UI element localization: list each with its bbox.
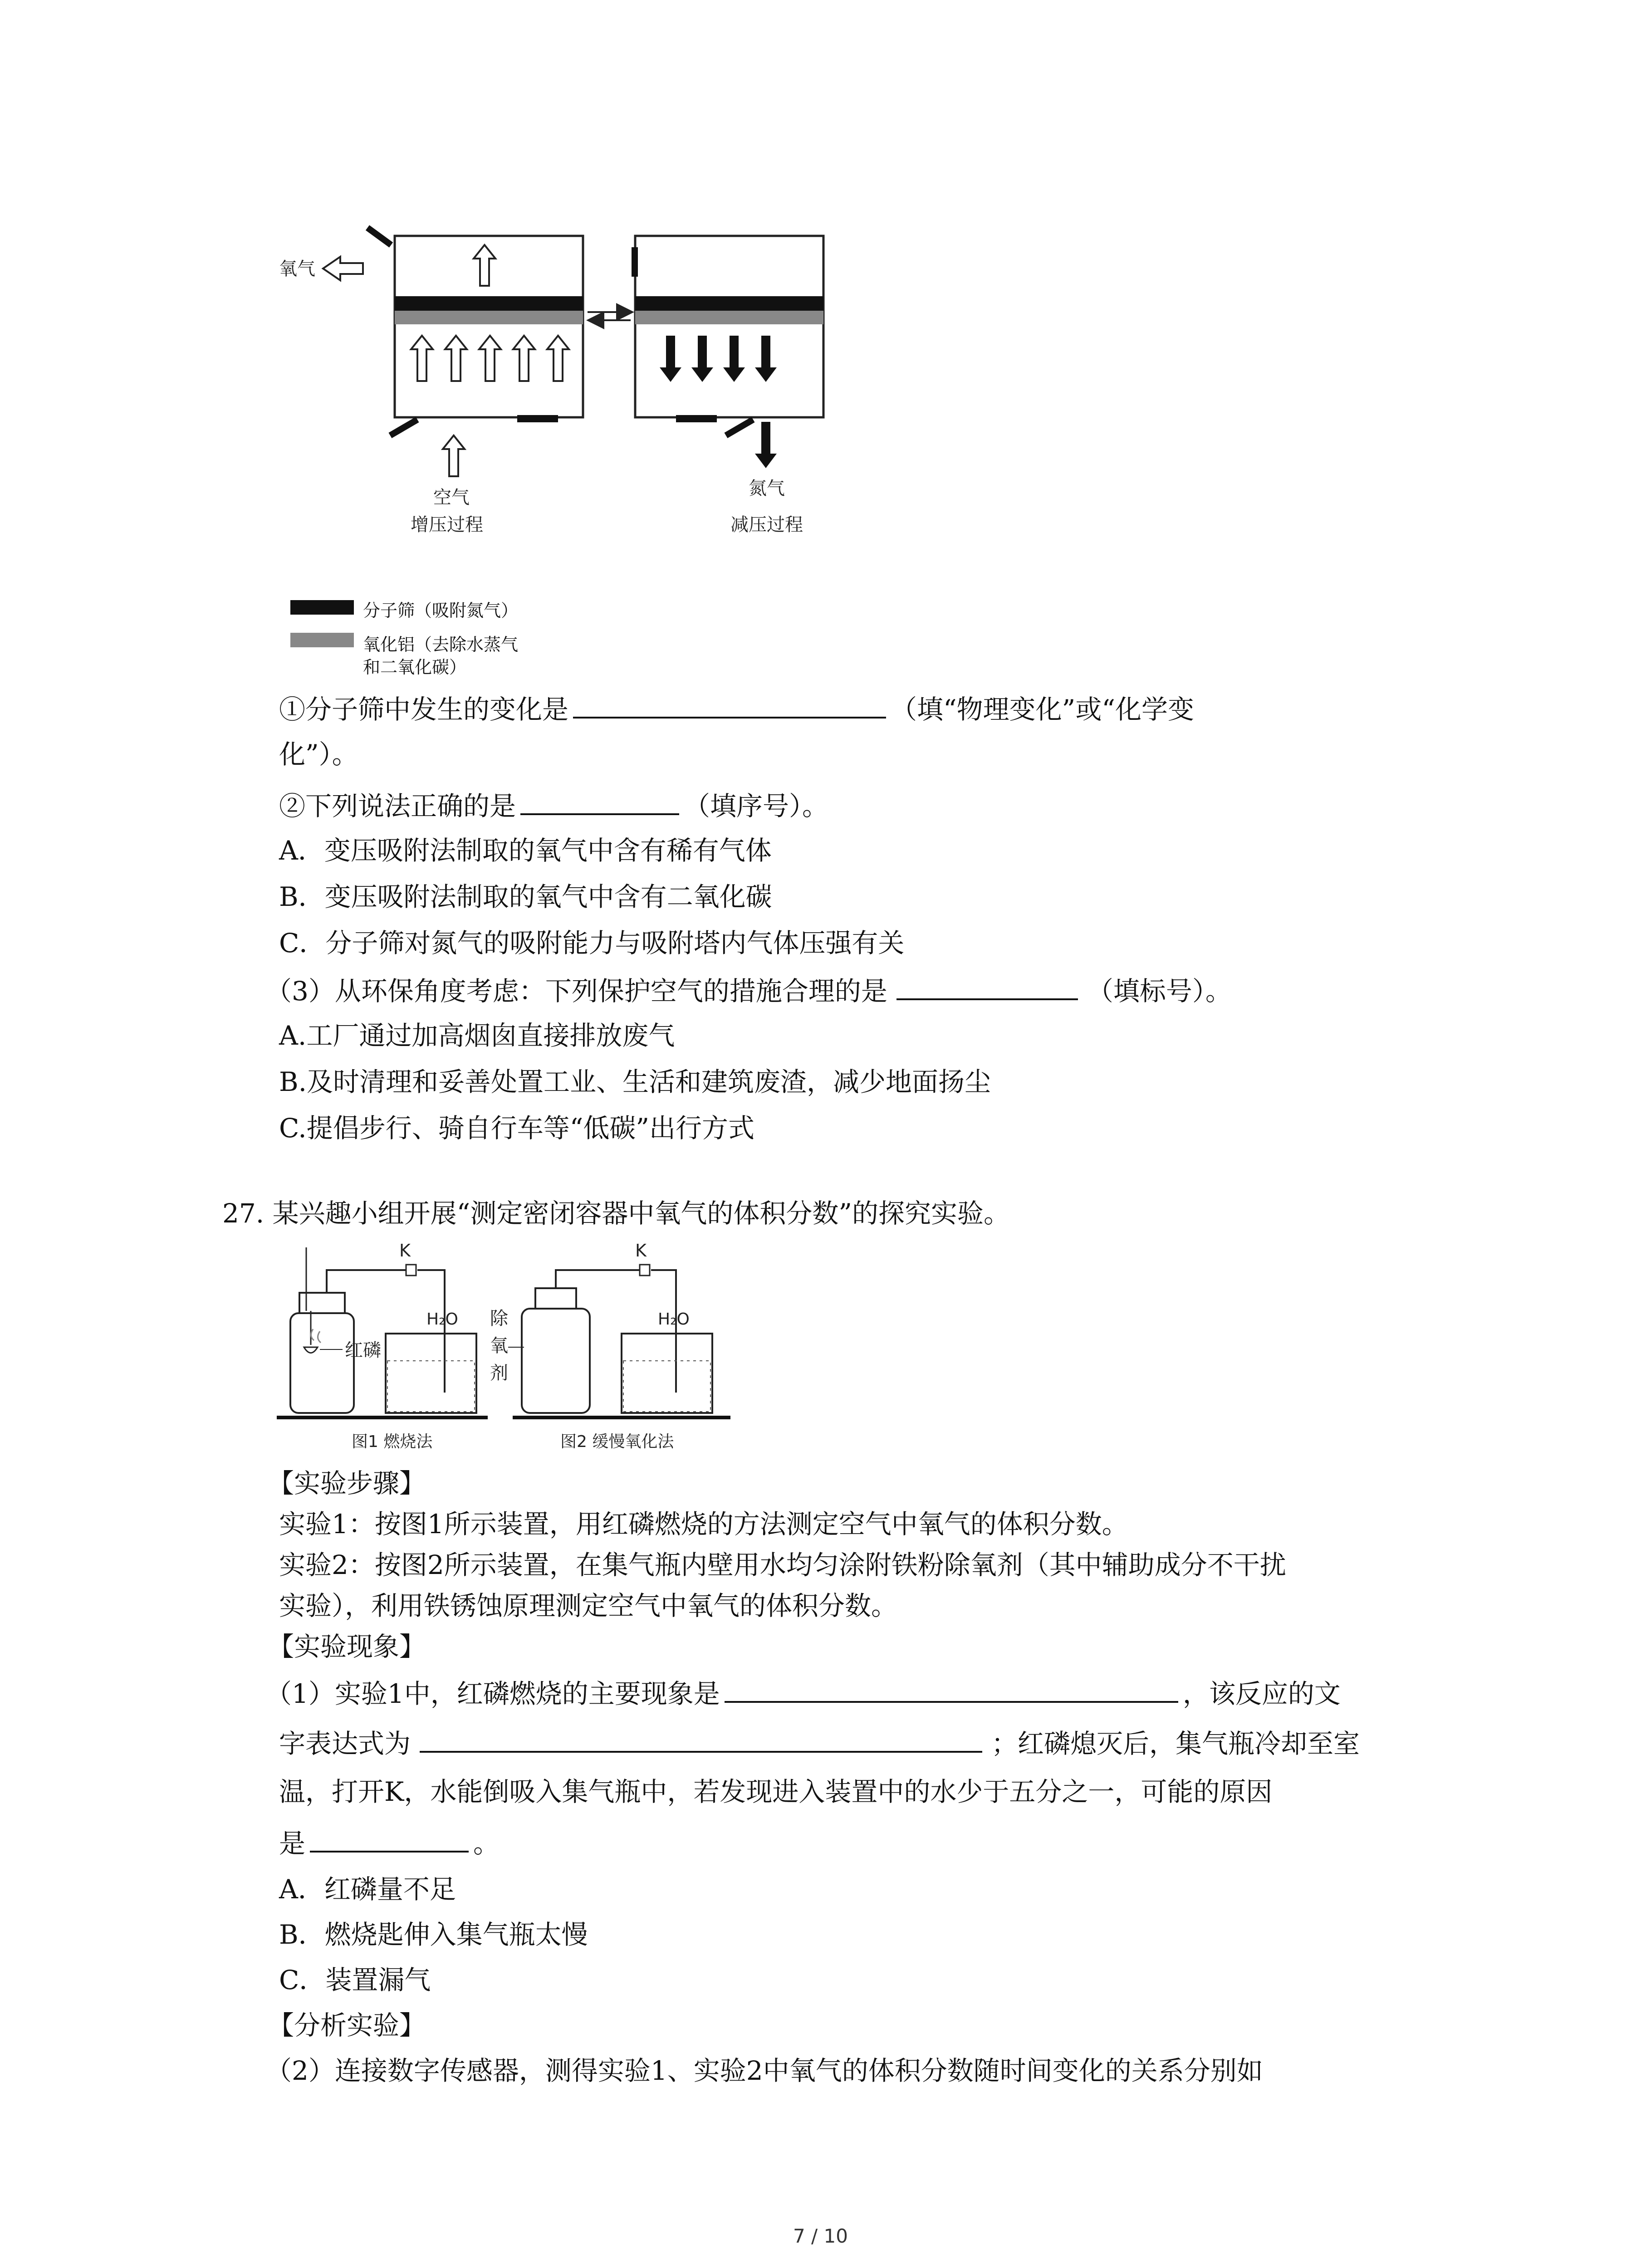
experiment-2-text-1: 实验2：按图2所示装置，在集气瓶内壁用水均匀涂附铁粉除氧剂（其中辅助成分不干扰 xyxy=(279,1549,1286,1580)
phenomenon-heading: 【实验现象】 xyxy=(268,1631,426,1662)
q27-sub1-line1: （1）实验1中，红磷燃烧的主要现象是 ，该反应的文 xyxy=(265,1674,1341,1712)
red-phosphorus-label: 红磷 xyxy=(345,1340,381,1361)
nitrogen-label: 氮气 xyxy=(749,478,785,499)
experiment-steps-heading: 【实验步骤】 xyxy=(268,1468,426,1499)
answer-blank-2[interactable] xyxy=(520,786,679,815)
q27-option-b: B．燃烧匙伸入集气瓶太慢 xyxy=(279,1919,588,1950)
air-label: 空气 xyxy=(433,487,470,508)
water-label-2: H₂O xyxy=(658,1310,690,1329)
answer-blank-6[interactable] xyxy=(310,1823,469,1853)
q26-item1-cont: 化”）。 xyxy=(279,739,358,770)
answer-blank-4[interactable] xyxy=(725,1674,1178,1703)
legend-sieve-label: 分子筛（吸附氮气） xyxy=(363,601,519,621)
valve-k-label-2: K xyxy=(635,1243,647,1261)
deoxidizer-label-1: 除 xyxy=(490,1308,508,1329)
q26-sub3-option-b: B.及时清理和妥善处置工业、生活和建筑废渣，减少地面扬尘 xyxy=(279,1066,991,1097)
q26-sub3: （3）从环保角度考虑：下列保护空气的措施合理的是 （填标号）。 xyxy=(265,971,1232,1009)
apparatus-figure xyxy=(277,1243,753,1461)
q27-sub1-line2: 字表达式为 ；红磷熄灭后，集气瓶冷却至室 xyxy=(279,1724,1360,1762)
pressurize-label: 增压过程 xyxy=(411,514,483,535)
q26-item1: ①分子筛中发生的变化是 （填“物理变化”或“化学变 xyxy=(279,689,1194,728)
q27-sub1-line4: 是 。 xyxy=(279,1823,500,1862)
deoxidizer-label-2: 氧 xyxy=(490,1335,508,1356)
q26-sub3-option-c: C.提倡步行、骑自行车等“低碳”出行方式 xyxy=(279,1113,755,1144)
depressurize-label: 减压过程 xyxy=(730,514,803,535)
q27-option-a: A．红磷量不足 xyxy=(279,1874,456,1905)
q26-option-c: C．分子筛对氮气的吸附能力与吸附塔内气体压强有关 xyxy=(279,928,905,958)
oxygen-label: 氧气 xyxy=(279,259,315,279)
page-number: 7 / 10 xyxy=(793,2225,848,2247)
deoxidizer-label-3: 剂 xyxy=(490,1363,508,1383)
legend-alumina-label-2: 和二氧化碳） xyxy=(363,657,467,677)
answer-blank-5[interactable] xyxy=(420,1724,982,1753)
legend-sieve-swatch xyxy=(290,600,354,615)
answer-blank-3[interactable] xyxy=(896,971,1078,1000)
answer-blank-1[interactable] xyxy=(573,689,886,719)
legend-alumina-label-1: 氧化铝（去除水蒸气 xyxy=(363,635,519,655)
experiment-2-text-2: 实验），利用铁锈蚀原理测定空气中氧气的体积分数。 xyxy=(279,1590,898,1621)
figure2-caption: 图2 缓慢氧化法 xyxy=(560,1432,674,1451)
q27-sub1-line3: 温，打开K，水能倒吸入集气瓶中，若发现进入装置中的水少于五分之一，可能的原因 xyxy=(279,1776,1273,1807)
q26-option-a: A．变压吸附法制取的氧气中含有稀有气体 xyxy=(279,835,772,866)
q26-sub3-option-a: A.工厂通过加高烟囱直接排放废气 xyxy=(279,1020,675,1051)
water-label-1: H₂O xyxy=(426,1310,458,1329)
q27-sub2-line1: （2）连接数字传感器，测得实验1、实验2中氧气的体积分数随时间变化的关系分别如 xyxy=(265,2055,1263,2086)
legend-alumina-swatch xyxy=(290,633,354,647)
analysis-heading: 【分析实验】 xyxy=(268,2010,426,2041)
valve-k-label-1: K xyxy=(399,1243,411,1261)
figure1-caption: 图1 燃烧法 xyxy=(352,1432,433,1451)
experiment-1-text: 实验1：按图1所示装置，用红磷燃烧的方法测定空气中氧气的体积分数。 xyxy=(279,1509,1128,1540)
q27-option-c: C．装置漏气 xyxy=(279,1965,431,1995)
q26-option-b: B．变压吸附法制取的氧气中含有二氧化碳 xyxy=(279,881,772,912)
adsorption-diagram xyxy=(272,213,862,558)
q26-item2: ②下列说法正确的是 （填序号）。 xyxy=(279,786,828,824)
q27-title: 27. 某兴趣小组开展“测定密闭容器中氧气的体积分数”的探究实验。 xyxy=(222,1198,1010,1229)
